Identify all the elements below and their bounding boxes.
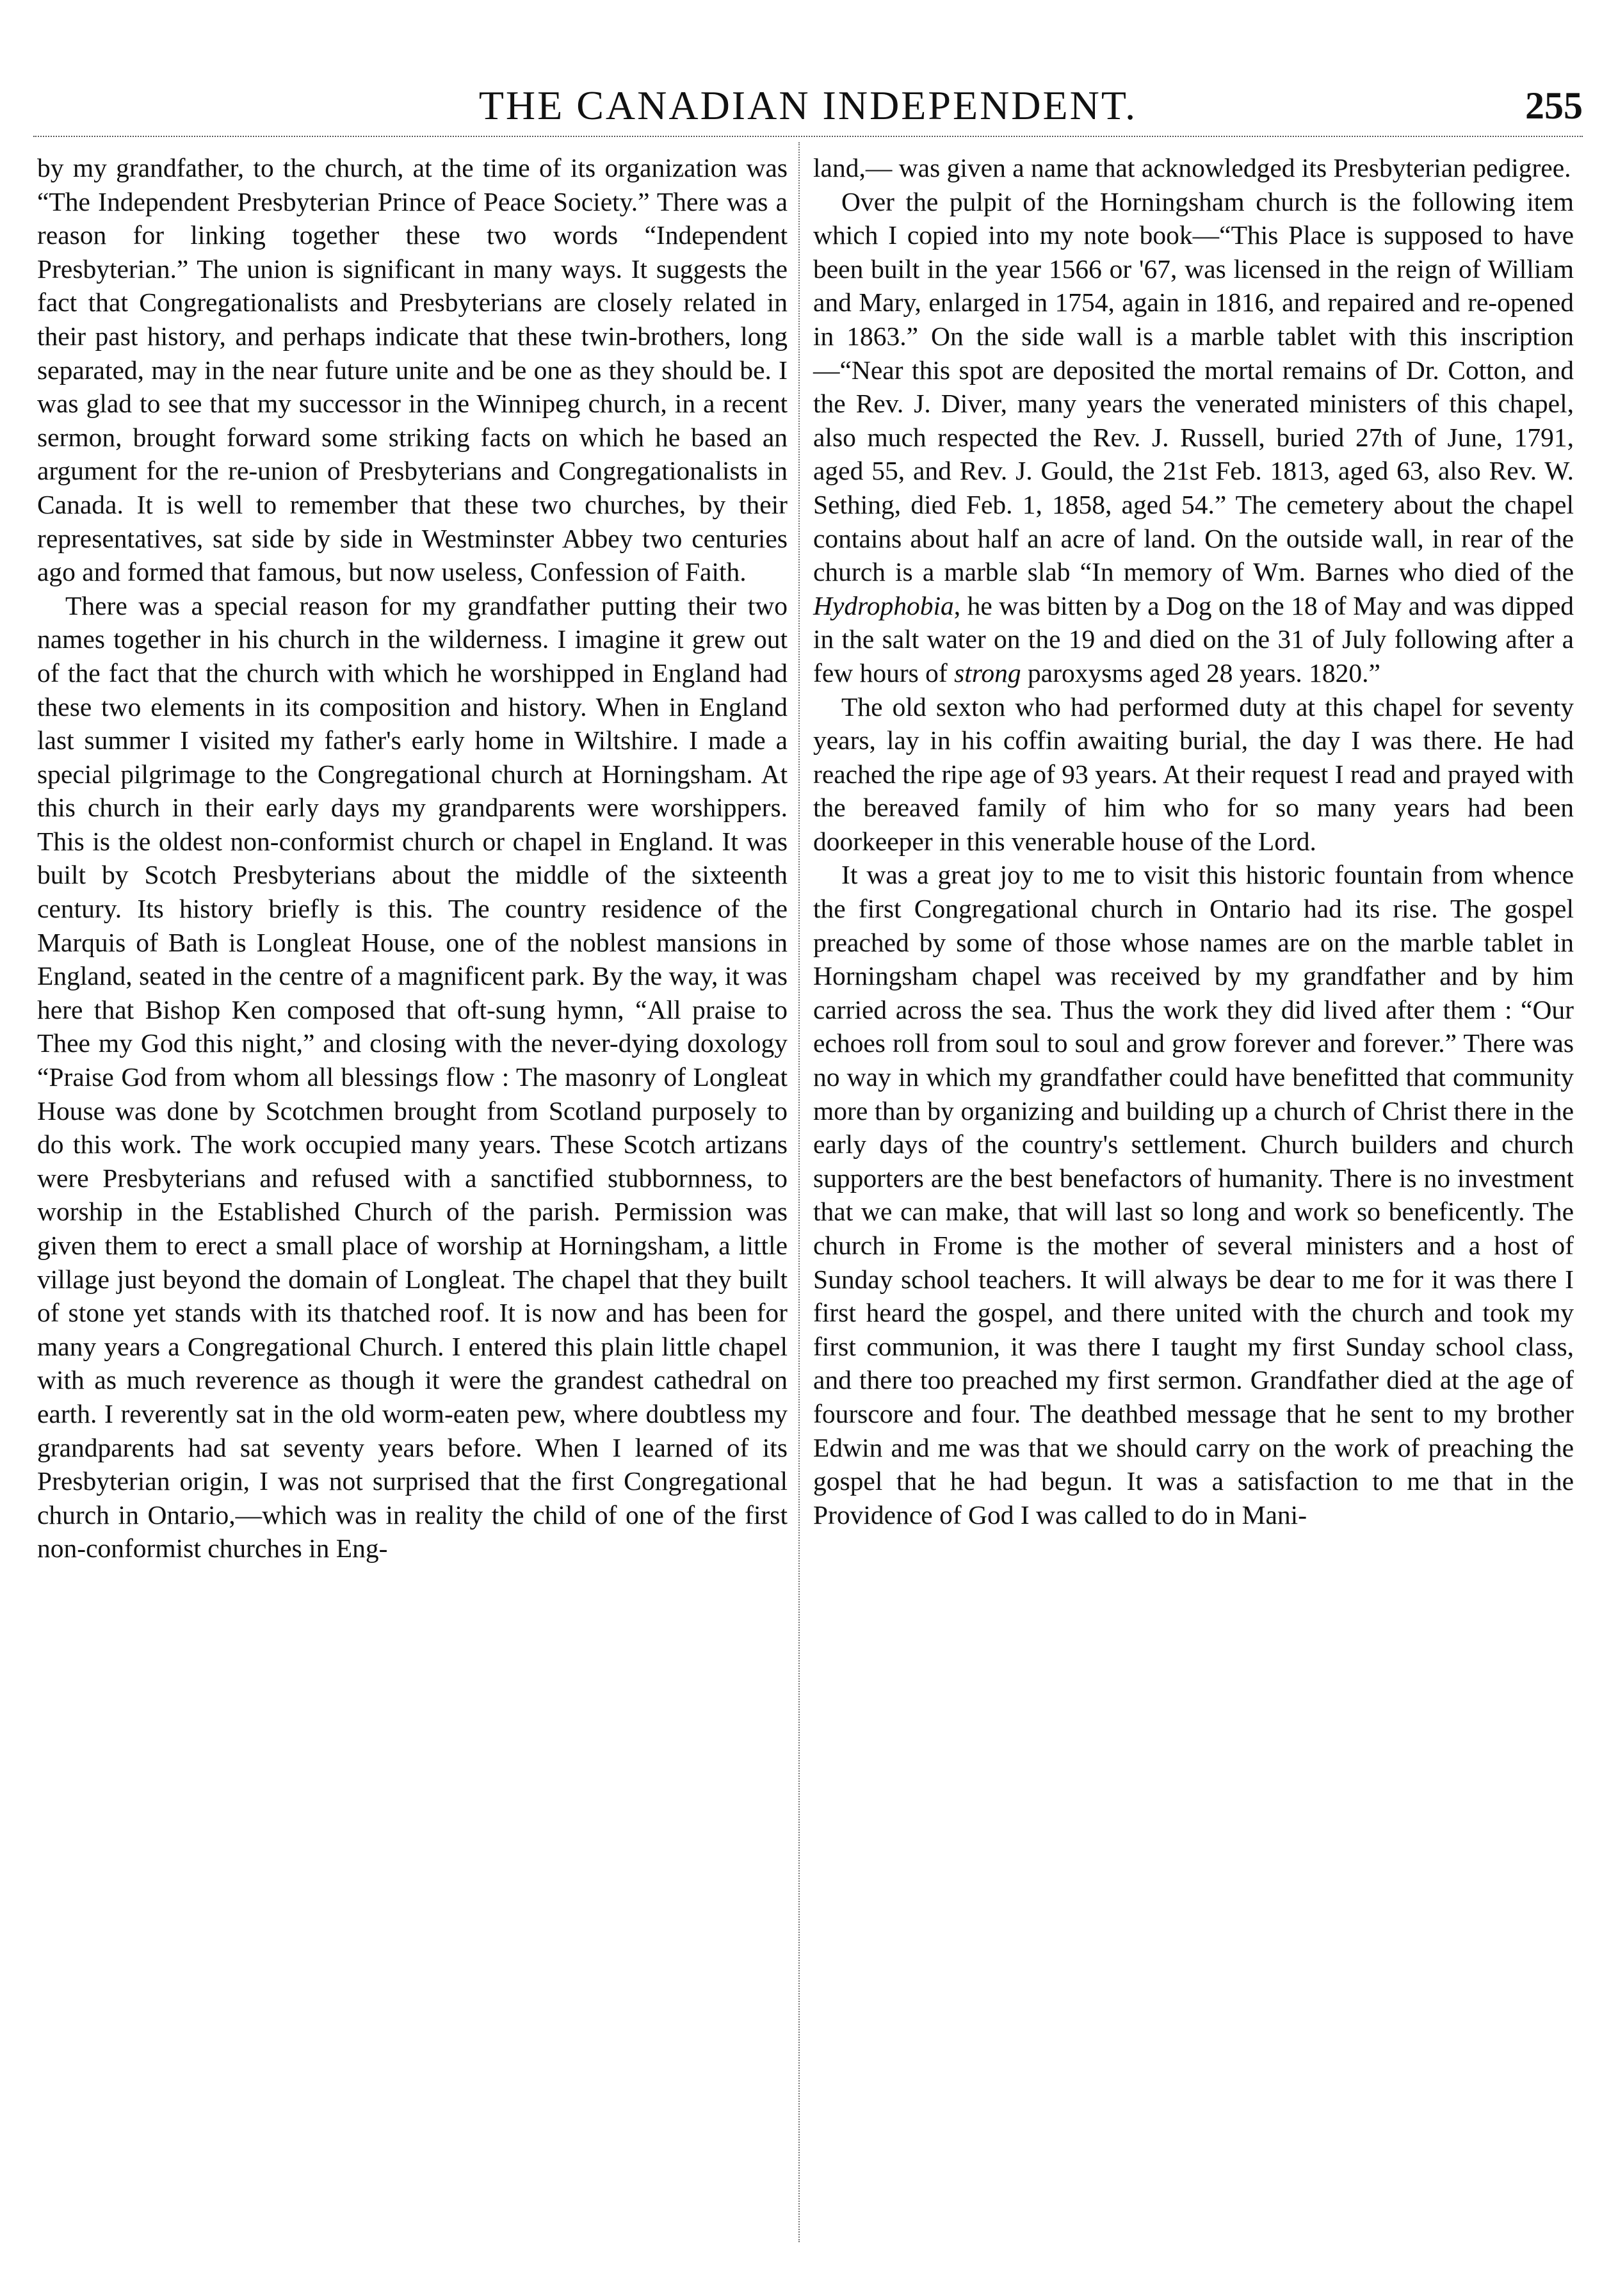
- right-paragraph-1: land,— was given a name that acknowledged its Presbyterian pedigree.: [813, 153, 1571, 182]
- page-number: 255: [1525, 85, 1583, 127]
- right-paragraph-4: It was a great joy to me to visit this historic fountain from whence the first Congregational church in Ontario had its rise. The gospel preached by some of those whose names are on the marble tablet in Horningsham chapel was received by my grandfather and by him carried across the sea. Thus the work they did lived after them : “Our echoes roll from soul to soul and grow forever and forever.” There was no way in which my grandfather could have benefitted that community more than by organizing and building up a church of Christ there in the early days of the country's settlement. Church builders and church supporters are the best benefactors of humanity. There is no investment that we can make, that will last so long and work so beneficently. The church in Frome is the mother of several ministers and a host of Sunday school teachers. It will always be dear to me for it was there I first heard the gospel, and there united with the church and took my first communion, it was there I taught my first Sunday school class, and there too preached my first sermon. Grandfather died at the age of fourscore and four. The deathbed message that he sent to my brother Edwin and me was that we should carry on the work of preaching the gospel that he had begun. It was a satisfaction to me that in the Providence of God I was called to do in Mani-: [813, 860, 1574, 1530]
- right-column: [813, 151, 1574, 1532]
- italic-hydrophobia: Hydrophobia: [813, 590, 954, 620]
- left-paragraph-2: There was a special reason for my grandfather putting their two names together in his church in the wilderness. I imagine it grew out of the fact that the church with which he worshipped in England had these two elements in its composition and history. When in England last summer I visited my father's early home in Wiltshire. I made a special pilgrimage to the Congregational church at Horningsham. At this church in their early days my grandparents were worshippers. This is the oldest non-conformist church or chapel in England. It was built by Scotch Presbyterians about the middle of the sixteenth century. Its history briefly is this. The country residence of the Marquis of Bath is Longleat House, one of the noblest mansions in England, seated in the centre of a magnificent park. By the way, it was here that Bishop Ken composed that oft-sung hymn, “All praise to Thee my God this night,” and closing with the never-dying doxology “Praise God from whom all blessings flow : The masonry of Longleat House was done by Scotchmen brought from Scotland purposely to do this work. The work occupied many years. These Scotch artizans were Presbyterians and refused with a sanctified stubbornness, to worship in the Established Church of the parish. Permission was given them to erect a small place of worship at Horningsham, a little village just beyond the domain of Longleat. The chapel that they built of stone yet stands with its thatched roof. It is now and has been for many years a Congregational Church. I entered this plain little chapel with as much reverence as though it were the grandest cathedral on earth. I reverently sat in the old worm-eaten pew, where doubtless my grandparents had sat seventy years before. When I learned of its Presbyterian origin, I was not surprised that the first Congregational church in Ontario,—which was in reality the child of one of the first non-conformist churches in Eng-: [37, 590, 788, 1564]
- page-header: [33, 77, 1583, 134]
- column-divider: [798, 142, 800, 2242]
- header-rule: [33, 136, 1583, 137]
- right-paragraph-2-text: Over the pulpit of the Horningsham church is the following item which I copied into my note book—“This Place is supposed to have been built in the year 1566 or '67, was licensed in the reign of William and Mary, enlarged in 1754, again in 1816, and repaired and re-opened in 1863.” On the side wall is a marble tablet with this inscription —“Near this spot are deposited the mortal remains of Dr. Cotton, and the Rev. J. Diver, many years the venerated ministers of this chapel, also much respected the Rev. J. Russell, buried 27th of June, 1791, aged 55, and Rev. J. Gould, the 21st Feb. 1813, aged 63, also Rev. W. Sething, died Feb. 1, 1858, aged 54.” The cemetery about the chapel contains about half an acre of land. On the outside wall, in rear of the church is a marble slab “In memory of Wm. Barnes who died of the: [813, 186, 1574, 587]
- right-paragraph-2-end: paroxysms aged 28 years. 1820.”: [1028, 658, 1380, 688]
- left-paragraph-1: by my grandfather, to the church, at the time of its organization was “The Independent Presbyterian Prince of Peace Society.” There was a reason for linking together these two words “Independent Presbyterian.” The union is significant in many ways. It suggests the fact that Congregationalists and Presbyterians are closely related in their past history, and perhaps indicate that these twin-brothers, long separated, may in the near future unite and be one as they should be. I was glad to see that my successor in the Winnipeg church, in a recent sermon, brought forward some striking facts on which he based an argument for the re-union of Presbyterians and Congregationalists in Canada. It is well to remember that these two churches, by their representatives, sat side by side in Westminster Abbey two centuries ago and formed that famous, but now useless, Confession of Faith.: [37, 153, 788, 587]
- right-paragraph-3: The old sexton who had performed duty at this chapel for seventy years, lay in his coffin awaiting burial, the day I was there. He had reached the ripe age of 93 years. At their request I read and prayed with the bereaved family of him who for so many years had been doorkeeper in this venerable house of the Lord.: [813, 691, 1574, 856]
- publication-title: THE CANADIAN INDEPENDENT.: [478, 83, 1138, 128]
- right-paragraph-2-mid: , he was bitten by a Dog on the 18 of May and was dipped in the salt water on the 19 and died on the 31 of July following after a few hours of: [813, 590, 1574, 688]
- left-column: [37, 151, 788, 1565]
- italic-strong: strong: [954, 658, 1021, 688]
- right-paragraph-2: [813, 185, 1574, 690]
